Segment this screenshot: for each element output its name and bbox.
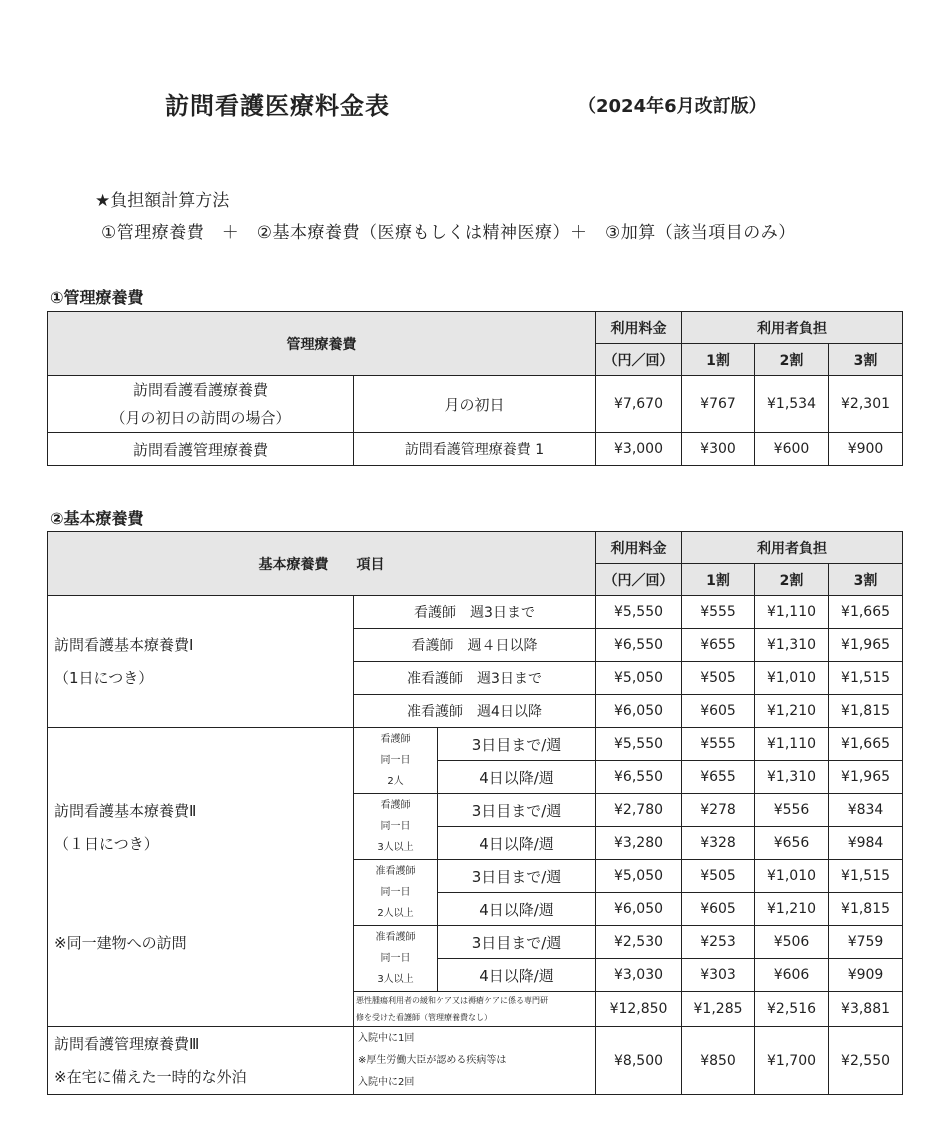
staff-cell <box>354 794 438 860</box>
management-fee-3-note: ※在宅に備えた一時的な外泊 <box>54 1067 247 1086</box>
row-burden-2: ¥1,010 <box>755 662 829 695</box>
row-burden-3: ¥1,965 <box>829 629 903 662</box>
row-burden-2: ¥506 <box>755 926 829 959</box>
staff-type: 准看護師 <box>375 866 416 877</box>
row-burden-1: ¥850 <box>682 1027 755 1095</box>
fee-price: ¥3,000 <box>596 433 682 466</box>
staff-type: 准看護師 <box>375 932 416 943</box>
staff-count: 2人 <box>387 776 404 787</box>
row-price: ¥3,030 <box>596 959 682 992</box>
row-burden-3: ¥1,665 <box>829 728 903 761</box>
table1-header-item: 管理療養費 <box>48 312 596 376</box>
row-price: ¥6,550 <box>596 761 682 794</box>
row-burden-3: ¥759 <box>829 926 903 959</box>
fee-name-line1: 訪問看護看護療養費 <box>132 381 268 399</box>
staff-cell <box>354 728 438 794</box>
fee-burden-3: ¥2,301 <box>829 376 903 433</box>
section2-title: ②基本療養費 <box>50 509 144 528</box>
fee-detail: 訪問看護管理療養費 1 <box>354 433 596 466</box>
row-price: ¥8,500 <box>596 1027 682 1095</box>
specialist-detail-line1: 悪性腫瘍利用者の緩和ケア又は褥瘡ケアに係る専門研 <box>356 996 548 1005</box>
basic-fee-2-unit: （１日につき） <box>54 834 159 853</box>
row-burden-1: ¥1,285 <box>682 992 755 1027</box>
detail-line2: ※厚生労働大臣が認める疾病等は <box>358 1054 507 1066</box>
table1-header-price-unit: （円／回） <box>596 344 682 376</box>
table1-header-price: 利用料金 <box>596 312 682 344</box>
row-burden-1: ¥605 <box>682 893 755 926</box>
row-burden-3: ¥1,815 <box>829 695 903 728</box>
staff-cell <box>354 926 438 992</box>
row-burden-2: ¥1,110 <box>755 728 829 761</box>
row-burden-3: ¥909 <box>829 959 903 992</box>
fee-burden-1: ¥300 <box>682 433 755 466</box>
basic-fee-2-label <box>48 728 354 1027</box>
row-burden-3: ¥1,665 <box>829 596 903 629</box>
basic-fee-1-unit: （1日につき） <box>54 668 154 687</box>
table1-header-burden: 利用者負担 <box>682 312 903 344</box>
staff-type: 看護師 <box>380 734 411 745</box>
row-detail: 看護師 週3日まで <box>354 596 596 629</box>
row-burden-2: ¥1,310 <box>755 629 829 662</box>
row-price: ¥5,550 <box>596 596 682 629</box>
staff-sameday: 同一日 <box>380 953 411 964</box>
row-price: ¥12,850 <box>596 992 682 1027</box>
row-burden-1: ¥555 <box>682 728 755 761</box>
fee-burden-1: ¥767 <box>682 376 755 433</box>
fee-burden-3: ¥900 <box>829 433 903 466</box>
fee-price: ¥7,670 <box>596 376 682 433</box>
row-price: ¥6,050 <box>596 893 682 926</box>
row-burden-1: ¥303 <box>682 959 755 992</box>
table2-header-rate1: 1割 <box>682 564 755 596</box>
basic-fee-1-label <box>48 596 354 728</box>
row-burden-2: ¥2,516 <box>755 992 829 1027</box>
specialist-detail <box>354 992 596 1027</box>
staff-count: 3人以上 <box>377 842 414 853</box>
staff-sameday: 同一日 <box>380 755 411 766</box>
row-price: ¥2,780 <box>596 794 682 827</box>
detail-line1: 入院中に1回 <box>358 1032 415 1044</box>
fee-burden-2: ¥1,534 <box>755 376 829 433</box>
staff-sameday: 同一日 <box>380 887 411 898</box>
row-burden-1: ¥555 <box>682 596 755 629</box>
row-burden-1: ¥655 <box>682 629 755 662</box>
row-burden-2: ¥1,700 <box>755 1027 829 1095</box>
staff-count: 2人以上 <box>377 908 414 919</box>
table2-header-rate2: 2割 <box>755 564 829 596</box>
fee-name-cell <box>48 376 354 433</box>
table2-header-price-unit: （円／回） <box>596 564 682 596</box>
table-row <box>48 596 903 629</box>
fee-detail: 月の初日 <box>354 376 596 433</box>
specialist-detail-line2: 修を受けた看護師（管理療養費なし） <box>356 1013 492 1022</box>
row-detail: 准看護師 週3日まで <box>354 662 596 695</box>
row-burden-1: ¥505 <box>682 662 755 695</box>
management-fee-3-name: 訪問看護管理療養費Ⅲ <box>54 1034 200 1053</box>
row-burden-2: ¥656 <box>755 827 829 860</box>
row-burden-1: ¥505 <box>682 860 755 893</box>
table1-header-rate2: 2割 <box>755 344 829 376</box>
row-burden-2: ¥1,010 <box>755 860 829 893</box>
basic-fee-1-name: 訪問看護基本療養費Ⅰ <box>54 635 194 654</box>
row-burden-2: ¥1,310 <box>755 761 829 794</box>
management-fee-3-label <box>48 1027 354 1095</box>
table-row <box>48 376 903 433</box>
row-frequency: 4日以降/週 <box>438 761 596 794</box>
row-frequency: 3日目まで/週 <box>438 728 596 761</box>
row-burden-3: ¥984 <box>829 827 903 860</box>
row-burden-1: ¥655 <box>682 761 755 794</box>
table-row <box>48 1027 903 1095</box>
basic-fee-2-note: ※同一建物への訪問 <box>54 933 187 952</box>
detail-line3: 入院中に2回 <box>358 1076 415 1088</box>
calc-method-heading: ★負担額計算方法 <box>95 191 230 211</box>
row-price: ¥6,550 <box>596 629 682 662</box>
table-row <box>48 728 903 761</box>
row-burden-1: ¥278 <box>682 794 755 827</box>
row-detail: 看護師 週４日以降 <box>354 629 596 662</box>
row-burden-2: ¥606 <box>755 959 829 992</box>
table1-header-rate1: 1割 <box>682 344 755 376</box>
row-burden-3: ¥834 <box>829 794 903 827</box>
row-price: ¥3,280 <box>596 827 682 860</box>
section1-title: ①管理療養費 <box>50 288 144 307</box>
edition-label: （2024年6月改訂版） <box>578 96 767 117</box>
row-frequency: 4日以降/週 <box>438 893 596 926</box>
row-price: ¥5,050 <box>596 662 682 695</box>
basic-fee-table <box>47 531 903 1095</box>
row-burden-3: ¥1,965 <box>829 761 903 794</box>
table-row <box>48 433 903 466</box>
row-price: ¥6,050 <box>596 695 682 728</box>
staff-cell <box>354 860 438 926</box>
row-frequency: 4日以降/週 <box>438 959 596 992</box>
row-frequency: 3日目まで/週 <box>438 794 596 827</box>
management-fee-table <box>47 311 903 466</box>
row-burden-2: ¥1,210 <box>755 695 829 728</box>
table1-header-rate3: 3割 <box>829 344 903 376</box>
staff-type: 看護師 <box>380 800 411 811</box>
row-detail: 准看護師 週4日以降 <box>354 695 596 728</box>
fee-name-line2: （月の初日の訪問の場合） <box>110 409 291 427</box>
table2-header-rate3: 3割 <box>829 564 903 596</box>
row-burden-1: ¥328 <box>682 827 755 860</box>
row-burden-3: ¥3,881 <box>829 992 903 1027</box>
row-burden-2: ¥1,210 <box>755 893 829 926</box>
row-burden-2: ¥1,110 <box>755 596 829 629</box>
row-price: ¥5,050 <box>596 860 682 893</box>
table2-header-price: 利用料金 <box>596 532 682 564</box>
basic-fee-2-name: 訪問看護基本療養費Ⅱ <box>54 801 197 820</box>
row-burden-3: ¥2,550 <box>829 1027 903 1095</box>
calc-formula: ①管理療養費 ＋ ②基本療養費（医療もしくは精神医療）＋ ③加算（該当項目のみ） <box>101 223 796 243</box>
row-burden-3: ¥1,515 <box>829 662 903 695</box>
page-title: 訪問看護医療料金表 <box>165 92 390 120</box>
staff-count: 3人以上 <box>377 974 414 985</box>
table2-header-burden: 利用者負担 <box>682 532 903 564</box>
row-burden-1: ¥253 <box>682 926 755 959</box>
row-burden-3: ¥1,515 <box>829 860 903 893</box>
row-frequency: 3日目まで/週 <box>438 860 596 893</box>
fee-burden-2: ¥600 <box>755 433 829 466</box>
row-price: ¥2,530 <box>596 926 682 959</box>
row-burden-3: ¥1,815 <box>829 893 903 926</box>
row-frequency: 4日以降/週 <box>438 827 596 860</box>
row-frequency: 3日目まで/週 <box>438 926 596 959</box>
row-price: ¥5,550 <box>596 728 682 761</box>
management-fee-3-detail <box>354 1027 596 1095</box>
fee-name: 訪問看護管理療養費 <box>48 433 354 466</box>
table2-header-item: 基本療養費 項目 <box>48 532 596 596</box>
row-burden-2: ¥556 <box>755 794 829 827</box>
row-burden-1: ¥605 <box>682 695 755 728</box>
staff-sameday: 同一日 <box>380 821 411 832</box>
